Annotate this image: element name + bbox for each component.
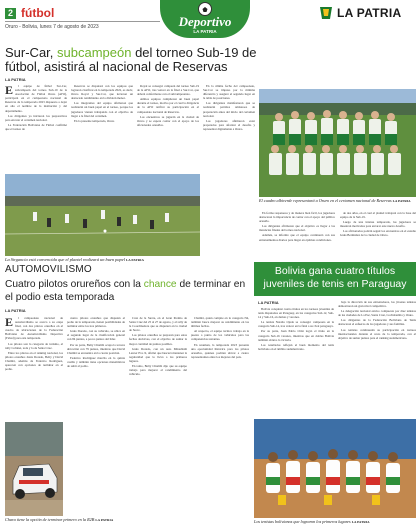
rally-car-image: [5, 422, 63, 516]
story4-photo-caption-text: Los tenistas bolivianos que lograron los primeros lugares: [254, 519, 351, 524]
paragraph: Los integrantes del equipo afirmaron que realizarán un buen papel en el torneo, porque los jugadores vienen trabajando con el objetivo de llegar a la final del certamen.: [71, 101, 133, 118]
story4-column-1: [258, 307, 334, 417]
story3-column-1: [259, 211, 335, 257]
story2-byline: LA PATRIA: [5, 308, 26, 313]
story4-headline: Bolivia gana cuatro títulos juveniles de tenis en Paraguay: [263, 265, 407, 290]
story1-photo2-caption: [259, 198, 416, 204]
story2-column-3: [129, 316, 187, 521]
paragraph: Los dirigentes de la Federación Boliviana de Tenis destacaron el esfuerzo de los jugadores y sus familias.: [338, 318, 416, 327]
story2-column-4: [191, 316, 249, 521]
paragraph: En resumen, la temporada 2023 presenta una oportunidad histórica para los pilotos orureños, quienes podrían ubicar a cuatro representantes entre los mejores del país.: [191, 342, 249, 359]
paragraph: Los resultados reflejan el buen momento del tenis boliviano en el ámbito sudamericano.: [258, 342, 334, 351]
drop-cap: E: [5, 316, 14, 329]
paragraph: Además, se informó que el equipo continuará con sus entrenamientos diarios para llegar en óptimas condiciones.: [259, 233, 335, 242]
story1-photo2-caption-text: El cuadro albiverde representará a Oruro en el certamen nacional de Reservas: [259, 198, 392, 203]
story3-column-2: [340, 211, 416, 257]
deportivo-badge: [160, 0, 250, 38]
story1-headline-post: del torneo Sub-19 de fútbol, asistirá al nacional de Reservas: [5, 45, 257, 74]
story1-photo-team: [259, 89, 416, 197]
paragraph: La tenista Natalia Ojeda se consagró campeona en la categoría Sub-14, tras vencer en la final a su rival paraguaya.: [258, 320, 334, 329]
paragraph: La Federación Boliviana de Fútbol confirmó que el torneo de: [5, 122, 67, 131]
paragraph: Cruz de la Sierra, en el Gran Premio de Santa Cruz del 25 al 27 de agosto, y el rally de la Coordinadora que se disputará en la ciudad de Sucre.: [129, 316, 187, 333]
paragraph: Jesús Dorado, con un auto Mitsubishi Lancer Evo X, afirmó que buscará mantener la regularidad que lo llevó a los primeros lugares.: [129, 346, 187, 363]
patria-logo-icon: [318, 5, 334, 21]
paragraph: Jesús Dorado, con su vehículo, se ubica en el segundo lugar de la clasificación general con 84 puntos, a pocos puntos del líder.: [67, 329, 125, 342]
page-number: 2: [5, 8, 16, 19]
story4-headline-banner: [254, 262, 416, 296]
story2-column-1: [5, 316, 63, 420]
paragraph: Reservas se disputará con los equipos que lograron clasificar en la temporada 2022, es decir, Oruro Royal y Sur-Car, que tuvieron un destacado rendimiento en la división menor.: [71, 84, 133, 101]
story1-photo-match: [5, 174, 200, 256]
dateline: Oruro - Bolivia, lunes 7 de agosto de 2023: [5, 24, 99, 30]
story1-headline: [5, 46, 277, 74]
story2-photo-car: [5, 422, 63, 516]
story4-photo-credit: LA PATRIA: [351, 520, 370, 524]
tennis-group-image: [254, 419, 416, 518]
paragraph: Los jugadores afirmaron estar preparados para afrontar el desafío y representar dignamente a Oruro.: [203, 118, 255, 131]
story1-column-3: [137, 84, 199, 172]
story2-headline: [5, 278, 250, 304]
paragraph: Los pilotos son la categoría de turismo, el rally Cobinet, toda y la de Santa Cruz.: [5, 341, 63, 350]
paragraph: Los tenistas continuarán su participación en torneos internacionales durante el resto de la temporada, con el objetivo de sumar puntos para el ranking sudamericano.: [338, 327, 416, 340]
story2-headline-post: de terminar en el podio esta temporada: [5, 279, 246, 303]
paragraph: E l campeonato nacional de automovilismo se acerca a su etapa final, con dos pilotos orureños en el cuadro de ubicaciones de la Federación Boliviana de Automovilismo Deportivo (Fabad) para esta temporada.: [5, 316, 63, 341]
paragraph: bajo la dirección de sus entrenadores, los jóvenes tenistas demostraron un gran nivel competitivo.: [338, 300, 416, 309]
paragraph: Ambos equipos cumplieron un buen papel durante el torneo, motivo por el cual la dirigencia de la AFO ratificó su participación en el campeonato nacional de Reservas.: [137, 97, 199, 114]
paragraph: Los dirigentes afirmaron que el objetivo es llegar a las instancias finales del torneo nacional.: [259, 224, 335, 233]
paragraph: En forma respetuosa y de manera bien fácil, los jugadores destacaron la importancia de contar con el apoyo del público orureño.: [259, 211, 335, 224]
paragraph: Chambi, quien compite en la categoría N4, también busca mejorar su rendimiento en las últimas fechas.: [191, 316, 249, 329]
story4-photo-tennis: [254, 419, 416, 518]
story4-photo-caption: [254, 519, 416, 525]
masthead-logo: [318, 5, 416, 21]
story1-photo1-credit: LA PATRIA: [126, 258, 144, 262]
story2-column-2: [67, 316, 125, 521]
story1-photo1-caption: [5, 257, 255, 263]
masthead-text: LA PATRIA: [337, 6, 402, 20]
soccer-match-image: [5, 174, 200, 256]
story1-column-1: [5, 84, 67, 172]
paragraph: Al respecto, el equipo técnico trabaja en la puesta a punto de los vehículos para las competencias restantes.: [191, 329, 249, 342]
story2-headline-highlight: chance: [143, 279, 177, 290]
paragraph: Luego de una intensa temporada, los jugadores se muestran motivados para encarar este nuevo desafío.: [340, 220, 416, 229]
paragraph: Bolivia conquistó cuatro títulos en los torneos juveniles de tenis disputados en Paraguay, en las categorías Sub-12, Sub-14 y Sub-16, en damas y varones.: [258, 307, 334, 320]
paragraph: Los dirigentes ya iniciaron los preparativos para encarar el certamen nacional.: [5, 113, 67, 122]
paragraph: En tanto, Belty Chambi dijo que su equipo trabaja para mejorar el rendimiento del vehículo.: [129, 364, 187, 377]
story1-column-4: [203, 84, 255, 259]
paragraph: Los dirigentes manifestaron que se realizarán partidos amistosos de preparación antes del inicio del certamen nacional.: [203, 101, 255, 118]
paragraph: Entre los pilotos en el ranking nacional, los pilotos orureños Jesús Dorado, Belty y David Chambi, además de Federico Rodríguez, aparecen con opciones de terminar en el podio.: [5, 350, 63, 372]
story2-photo-credit: LA PATRIA: [95, 518, 114, 522]
story4-column-2: [338, 300, 416, 417]
paragraph: Los encuentros se jugarán en la ciudad de Oruro y se espera contar con el apoyo de los aficionados orureños.: [137, 114, 199, 127]
section-label: fútbol: [21, 6, 55, 20]
badge-subtitle: LA PATRIA: [193, 29, 217, 34]
story1-headline-pre: Sur-Car,: [5, 45, 58, 60]
paragraph: E l equipo de fútbol Sur-Car, subcampeón del torneo Sub-19 de la Asociación de Fútbol Oruro (AFO), participará en el campeonato nacional de Reservas de la temporada 2023 dispuesto a dejar en alto el nombre de la institución y del departamento.: [5, 84, 67, 113]
story2-photo-caption: [5, 517, 250, 523]
header-rule: [5, 21, 160, 22]
paragraph: Por su parte, Belty Chambi ocupa la tercera ubicación con 79 puntos, mientras que David Chambi se encuentra en la cuarta posición.: [67, 342, 125, 355]
paragraph: Federico Rodríguez marcha en la quinta casilla y también tiene opciones matemáticas de subir al podio.: [67, 355, 125, 369]
paragraph: Por su parte, Juan Pablo Ortiz logró el título en la categoría Sub-16 varones, mientras que en dobles Bolivia también obtuvo la victoria.: [258, 329, 334, 342]
story1-photo2-credit: LA PATRIA: [392, 199, 411, 203]
story1-headline-highlight: subcampeón: [57, 45, 132, 60]
team-photo-image: [259, 89, 416, 197]
paragraph: Los aficionados podrán seguir los encuentros en el estadio Jesús Bermúdez de la ciudad de Oruro.: [340, 229, 416, 238]
story2-section-label: AUTOMOVILISMO: [5, 264, 92, 275]
paragraph: En la presente temporada, Oruro: [74, 118, 115, 123]
story1-byline: LA PATRIA: [5, 77, 26, 82]
paragraph: La delegación nacional estuvo compuesta por diez tenistas de las ciudades de La Paz, Santa Cruz, Cochabamba y Oruro.: [338, 309, 416, 318]
story4-byline: LA PATRIA: [258, 300, 279, 305]
page-header: [0, 0, 420, 46]
paragraph: Los pilotos orureños se preparan para estas fechas decisivas, con el objetivo de sumar la mayor cantidad de puntos posibles.: [129, 333, 187, 346]
story1-photo1-caption-text: La Sirgancia está convencida que el plantel realizará un buen papel: [5, 257, 125, 262]
badge-title: Deportivo: [178, 14, 232, 29]
paragraph: Royal se consagró campeón del torneo Sub-19 de la AFO, tras vencer en la final a Sur-Car, que deberá conformarse con el subcampeonato.: [137, 84, 199, 97]
paragraph: cuatro pilotos orureños que disputan el podio de la temporada, tienen posibilidades de terminar entre los tres primeros.: [67, 316, 125, 329]
drop-cap: E: [5, 84, 14, 97]
paragraph: de dos años, en el cual el plantel trabajará con la base del equipo de la Sub-19.: [340, 211, 416, 220]
story1-column-2: [71, 84, 133, 172]
story2-headline-pre: Cuatro pilotos orureños con la: [5, 279, 144, 290]
story2-photo-caption-text: Chara tiene la opción de terminar primero en la R2B: [5, 517, 95, 522]
paragraph: En la última fecha del campeonato, Sur-Car se impuso por la mínima diferencia y aseguró el segundo lugar en la tabla de posiciones.: [203, 84, 255, 101]
